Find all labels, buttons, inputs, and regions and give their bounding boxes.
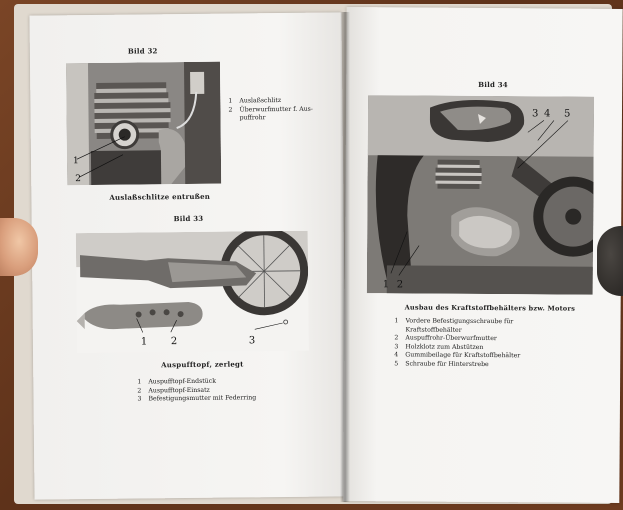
muffler-disassembled-photo [76,231,309,353]
list-item: 1 Auslaßschlitz [228,97,282,105]
list-item: 2 Überwurfmutter f. Aus- [228,105,313,114]
list-item: 3 Holzklotz zum Abstützen [394,343,484,351]
fig33-caption: Auspufftopf, zerlegt [161,359,244,370]
list-item: 5 Schraube für Hinterstrebe [394,360,489,369]
list-item: 1 Vordere Befestigungsschraube für [394,317,514,326]
manual-booklet [14,4,612,504]
fig33-legend [137,377,256,404]
fig34-callout-5: 5 [563,108,571,120]
fig32-caption: Auslaßschlitze entrußen [109,191,211,202]
fig34-callout-1: 1 [382,279,390,291]
list-item: Kraftstoffbehälter [405,326,462,334]
list-item: 4 Gummibeilage für Kraftstoffbehälter [394,351,521,360]
list-item: 3 Befestigungsmutter mit Federring [137,394,257,403]
fig33-callout-2: 2 [170,336,178,348]
fig32-legend [228,97,313,124]
left-thumb [0,218,38,276]
fig34-callout-4: 4 [543,108,551,120]
motorcycle-tank-photo [367,95,594,295]
fig32-title: Bild 32 [127,46,158,56]
book-gutter [340,12,350,502]
fig33-title: Bild 33 [173,213,204,224]
fig32-callout-2: 2 [75,174,81,185]
fig34-callout-2: 2 [396,279,404,291]
fig32-callout-1: 1 [72,156,79,167]
fig34-callout-3: 3 [531,108,539,120]
list-item: 2 Auspuffrohr-Überwurfmutter [394,334,497,343]
list-item: 1 Auspufftopf-Endstück [137,377,216,386]
fig33-callout-1: 1 [140,336,148,348]
list-item: puffrohr [239,114,266,122]
list-item: 2 Auspufftopf-Einsatz [137,386,210,395]
fig34-caption: Ausbau des Kraftstoffbehälters bzw. Motors [404,303,576,313]
left-page [29,12,346,499]
fig33-callout-3: 3 [248,335,256,347]
engine-cylinder-photo [66,62,221,186]
right-page [343,7,622,503]
right-thumb [597,226,623,296]
fig34-legend [394,317,520,369]
fig34-title: Bild 34 [478,79,508,90]
